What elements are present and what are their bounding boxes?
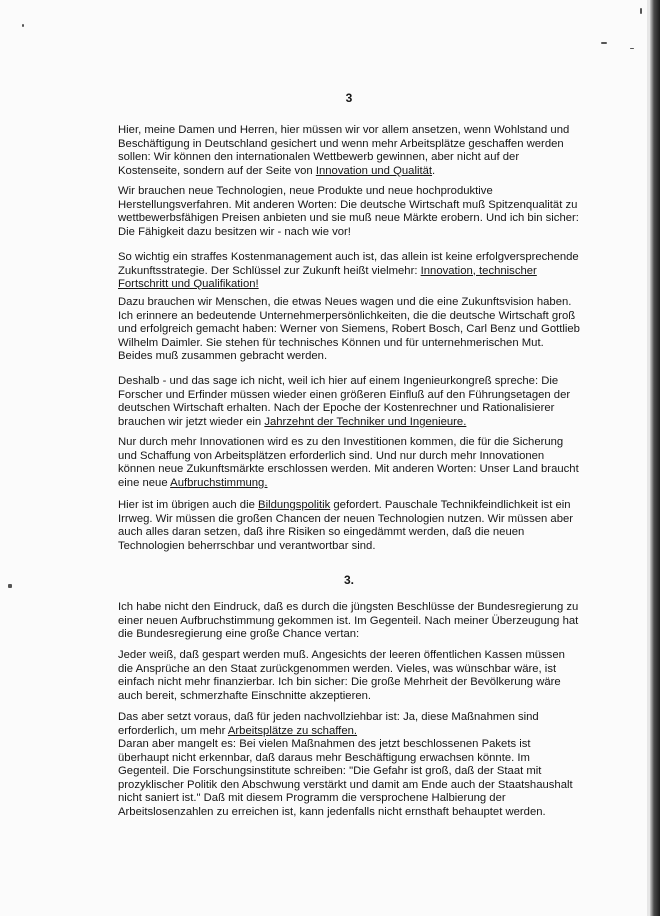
paragraph: Dazu brauchen wir Menschen, die etwas Neues wagen und die eine Zukunftsvision haben. Ich erinnere an bedeutende Unternehmerpersönlichkeiten, die die deutsche Wirtschaft groß und erfolgreich gemacht haben: Werner von Siemens, Robert Bosch, Carl Benz und Gottlieb Wilhelm Daimler. Sie stehen für technisches Können und für unternehmerischen Mut. Beides muß zusammen gebracht werden. — [118, 296, 580, 363]
underlined-phrase: Arbeitsplätze zu schaffen. — [227, 724, 358, 737]
underlined-phrase: Aufbruchstimmung. — [170, 476, 268, 489]
paragraph: Daran aber mangelt es: Bei vielen Maßnahmen des jetzt beschlossenen Pakets ist überhaupt nicht erkennbar, daß daraus mehr Beschäftigung erwachsen könnte. Im Gegenteil. Die Forschungsinstitute schreiben: "Die Gefahr ist groß, daß der Staat mit prozyklischer Politik den Abschwung verstärkt und damit am Ende auch der Staatshaushalt nicht saniert ist." Daß mit diesem Programm die versprochene Halbierung der Arbeitslosenzahlen zu erreichen ist, kann jedenfalls nicht ernsthaft behauptet werden. — [118, 738, 573, 818]
paragraph: Ich habe nicht den Eindruck, daß es durch die jüngsten Beschlüsse der Bundesregierung zu einer neuen Aufbruchstimmung gekommen ist. Im Gegenteil. Nach meiner Überzeugung hat die Bundesregierung eine große Chance vertan: — [118, 601, 579, 641]
paragraph: Hier ist im übrigen auch die Bildungspolitik gefordert. Pauschale Technikfeindlichkeit ist ein Irrweg. Wir müssen die großen Chancen der neuen Technologien nutzen. Wir müssen aber auch alles daran setzen, daß ihre Risiken so eingedämmt werden, daß die neuen Technologien beherrschbar und verantwortbar sind. — [118, 499, 574, 552]
scan-speck — [640, 8, 642, 14]
page-number: 3 — [345, 91, 353, 105]
underlined-phrase: Jahrzehnt der Techniker und Ingenieure. — [264, 415, 467, 428]
underlined-phrase: Bildungspolitik — [258, 499, 331, 511]
paragraph: Wir brauchen neue Technologien, neue Produkte und neue hochproduktive Herstellungsverfahren. Mit anderen Worten: Die deutsche Wirtschaft muß Spitzenqualität zu wettbewerbsfähigen Preisen anbieten und sie muß neue Märkte erobern. Und ich bin sicher: Die Fähigkeit dazu besitzen wir - nach wie vor! — [118, 185, 579, 238]
paragraph: Nur durch mehr Innovationen wird es zu den Investitionen kommen, die für die Sicherung und Schaffung von Arbeitsplätzen erforderlich sind. Und nur durch mehr Innovationen können neue Zukunftsmärkte erschlossen werden. Mit anderen Worten: Unser Land braucht eine neue Aufbruchstimmung. — [118, 436, 579, 489]
underlined-phrase: Innovation, technischer Fortschritt und Qualifikation! — [118, 264, 537, 291]
scan-edge-shadow — [650, 0, 660, 916]
paragraph: Das aber setzt voraus, daß für jeden nachvollziehbar ist: Ja, diese Maßnahmen sind erforderlich, um mehr Arbeitsplätze zu schaffen. — [118, 711, 539, 737]
underlined-phrase: Innovation und Qualität — [315, 164, 433, 177]
scan-speck — [8, 584, 12, 588]
section-number: 3. — [343, 573, 354, 587]
scan-speck — [22, 24, 24, 27]
paragraph: Deshalb - und das sage ich nicht, weil ich hier auf einem Ingenieurkongreß spreche: Die Forscher und Erfinder müssen wieder einen größeren Einfluß auf den Führungsetagen der deutschen Wirtschaft erhalten. Nach der Epoche der Kostenrechner und Rationalisierer brauchen wir jetzt wieder ein Jahrzehnt der Techniker und Ingenieure. — [118, 375, 571, 428]
paragraph: Hier, meine Damen und Herren, hier müssen wir vor allem ansetzen, wenn Wohlstand und Beschäftigung in Deutschland gesichert und wenn mehr Arbeitsplätze geschaffen werden sollen: Wir können den internationalen Wettbewerb gewinnen, aber nicht auf der Kostenseite, sondern auf der Seite von Innovation und Qualität. — [118, 124, 570, 177]
scan-speck — [601, 42, 607, 44]
scan-speck — [630, 48, 634, 49]
paragraph: Jeder weiß, daß gespart werden muß. Angesichts der leeren öffentlichen Kassen müssen die Ansprüche an den Staat zurückgenommen werden. Vieles, was wünschbar wäre, ist einfach nicht mehr finanzierbar. Ich bin sicher: Die große Mehrheit der Bevölkerung wäre auch bereit, schmerzhafte Einschnitte akzeptieren. — [118, 649, 565, 702]
paragraph: So wichtig ein straffes Kostenmanagement auch ist, das allein ist keine erfolgversprechende Zukunftsstrategie. Der Schlüssel zur Zukunft heißt vielmehr: Innovation, technischer Fortschritt und Qualifikation! — [118, 251, 579, 291]
